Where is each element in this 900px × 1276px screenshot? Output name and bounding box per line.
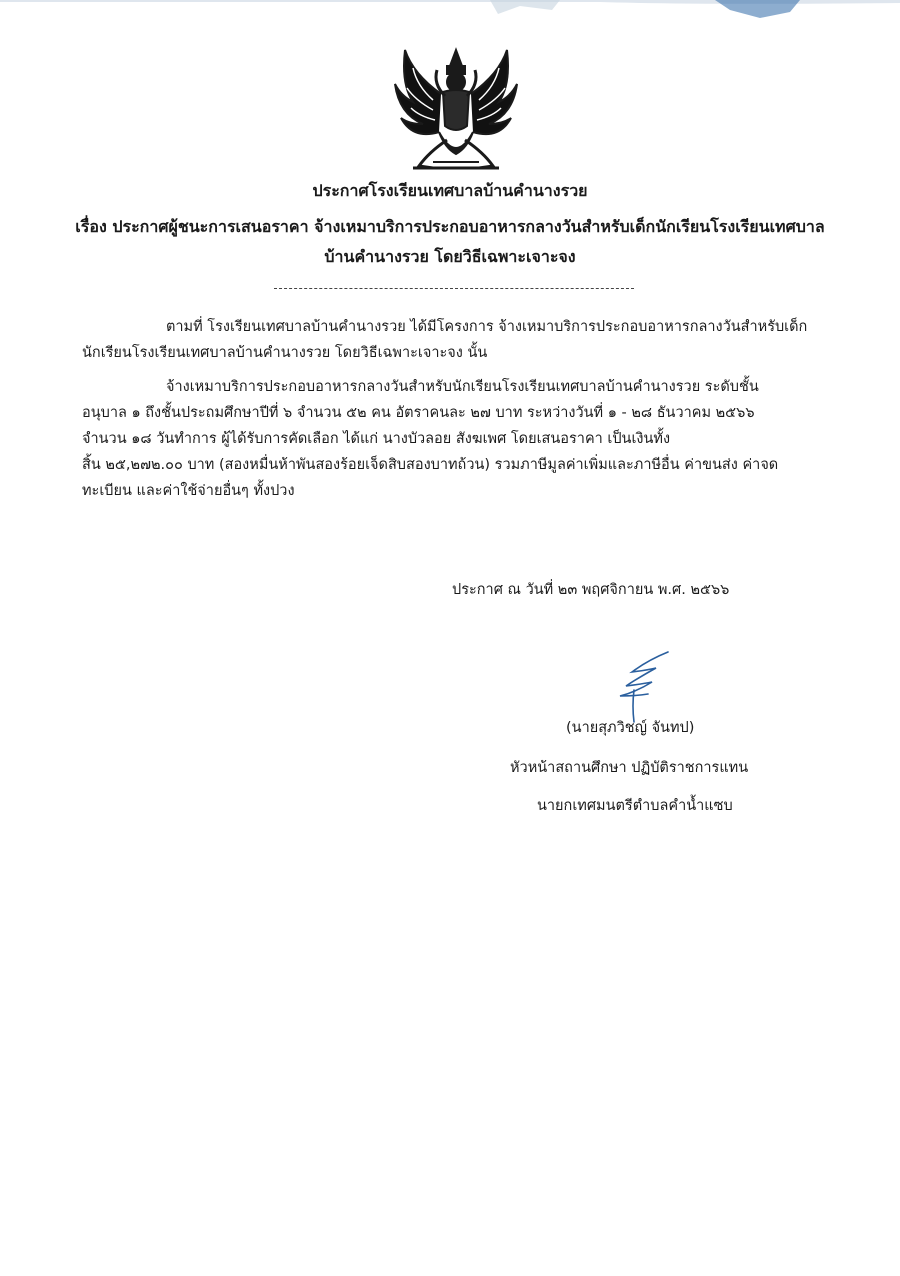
paragraph-1-line-1: ตามที่ โรงเรียนเทศบาลบ้านคำนางรวย ได้มีโครงการ จ้างเหมาบริการประกอบอาหารกลางวันสำหรับเด็ก bbox=[166, 319, 808, 335]
document-title: ประกาศโรงเรียนเทศบาลบ้านคำนางรวย bbox=[312, 181, 588, 200]
handwritten-signature bbox=[608, 650, 680, 724]
signatory-position-1: หัวหน้าสถานศึกษา ปฏิบัติราชการแทน bbox=[510, 760, 749, 776]
scan-artifact bbox=[0, 0, 900, 22]
paragraph-2-line-2: อนุบาล ๑ ถึงชั้นประถมศึกษาปีที่ ๖ จำนวน ๕๒ คน อัตราคนละ ๒๗ บาท ระหว่างวันที่ ๑ - ๒๘ ธันวาคม ๒๕๖๖ bbox=[82, 405, 755, 421]
subject-line-2: บ้านคำนางรวย โดยวิธีเฉพาะเจาะจง bbox=[324, 247, 576, 266]
paragraph-2-line-5: ทะเบียน และค่าใช้จ่ายอื่นๆ ทั้งปวง bbox=[82, 483, 295, 499]
garuda-emblem-icon bbox=[393, 44, 519, 176]
paragraph-2 bbox=[82, 374, 842, 504]
header-divider bbox=[274, 288, 634, 289]
paragraph-2-line-3: จำนวน ๑๘ วันทำการ ผู้ได้รับการคัดเลือก ได้แก่ นางบัวลอย สังฆเพศ โดยเสนอราคา เป็นเงินทั้ง bbox=[82, 431, 671, 447]
paragraph-1 bbox=[82, 314, 842, 366]
announcement-date: ประกาศ ณ วันที่ ๒๓ พฤศจิกายน พ.ศ. ๒๕๖๖ bbox=[452, 582, 730, 598]
paragraph-1-line-2: นักเรียนโรงเรียนเทศบาลบ้านคำนางรวย โดยวิธีเฉพาะเจาะจง นั้น bbox=[82, 345, 488, 361]
paragraph-2-line-4: สิ้น ๒๕,๒๗๒.๐๐ บาท (สองหมื่นห้าพันสองร้อยเจ็ดสิบสองบาทถ้วน) รวมภาษีมูลค่าเพิ่มและภาษีอื่น ค่าขนส่ง ค่าจด bbox=[82, 457, 779, 473]
subject-line-1: เรื่อง ประกาศผู้ชนะการเสนอราคา จ้างเหมาบริการประกอบอาหารกลางวันสำหรับเด็กนักเรียนโรงเรียนเทศบาล bbox=[75, 217, 825, 236]
signatory-position-2: นายกเทศมนตรีตำบลคำน้ำแซบ bbox=[537, 798, 733, 814]
signatory-name: (นายสุภวิชญ์ จันทป) bbox=[566, 720, 695, 736]
paragraph-2-line-1: จ้างเหมาบริการประกอบอาหารกลางวันสำหรับนักเรียนโรงเรียนเทศบาลบ้านคำนางรวย ระดับชั้น bbox=[166, 379, 759, 395]
